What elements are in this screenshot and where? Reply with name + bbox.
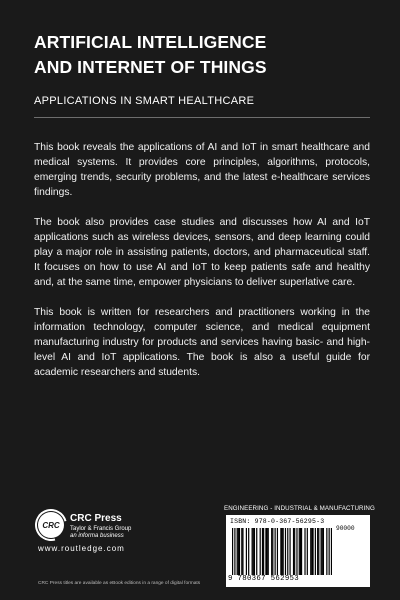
barcode-digits: 9 780367 562953 (228, 575, 300, 583)
barcode-bars (232, 528, 332, 575)
crc-logo-icon: CRC (38, 512, 64, 538)
title-line-1: ARTIFICIAL INTELLIGENCE (34, 32, 267, 52)
isbn-text: ISBN: 978-0-367-56295-3 (230, 518, 325, 525)
price-code: 90000 (336, 525, 355, 532)
subject-category: ENGINEERING - INDUSTRIAL & MANUFACTURING (224, 505, 375, 512)
title-line-2: AND INTERNET OF THINGS (34, 57, 267, 77)
description-paragraph-2: The book also provides case studies and discusses how AI and IoT applications such as wireless devices, sensors, and deep learning could play a major role in assisting patients, doctors, and pharmaceutical staff. It focuses on how to use AI and IoT to keep patients safe and healthy and, at the same time, empower physicians to deliver superlative care. (34, 217, 370, 288)
publisher-name: CRC Press (70, 513, 122, 524)
title-divider (34, 117, 370, 118)
ebook-footnote: CRC Press titles are available as eBook editions in a range of digital formats (38, 581, 201, 586)
book-subtitle: APPLICATIONS IN SMART HEALTHCARE (34, 95, 255, 107)
publisher-website: www.routledge.com (38, 544, 125, 553)
description-block (34, 140, 370, 395)
publisher-block (38, 512, 218, 572)
book-title (34, 30, 374, 80)
publisher-business: an informa business (70, 533, 124, 539)
description-paragraph-1: This book reveals the applications of AI and IoT in smart healthcare and medical systems. It provides core principles, algorithms, protocols, emerging trends, security problems, and the latest e-healthcare services findings. (34, 142, 370, 198)
description-paragraph-3: This book is written for researchers and practitioners working in the information technology, computer science, and medical equipment manufacturing industry for products and services having basic- and high-level AI and IoT applications. The book is also a useful guide for academic researchers and students. (34, 307, 370, 378)
publisher-group: Taylor & Francis Group (70, 526, 132, 532)
isbn-barcode (226, 515, 370, 587)
